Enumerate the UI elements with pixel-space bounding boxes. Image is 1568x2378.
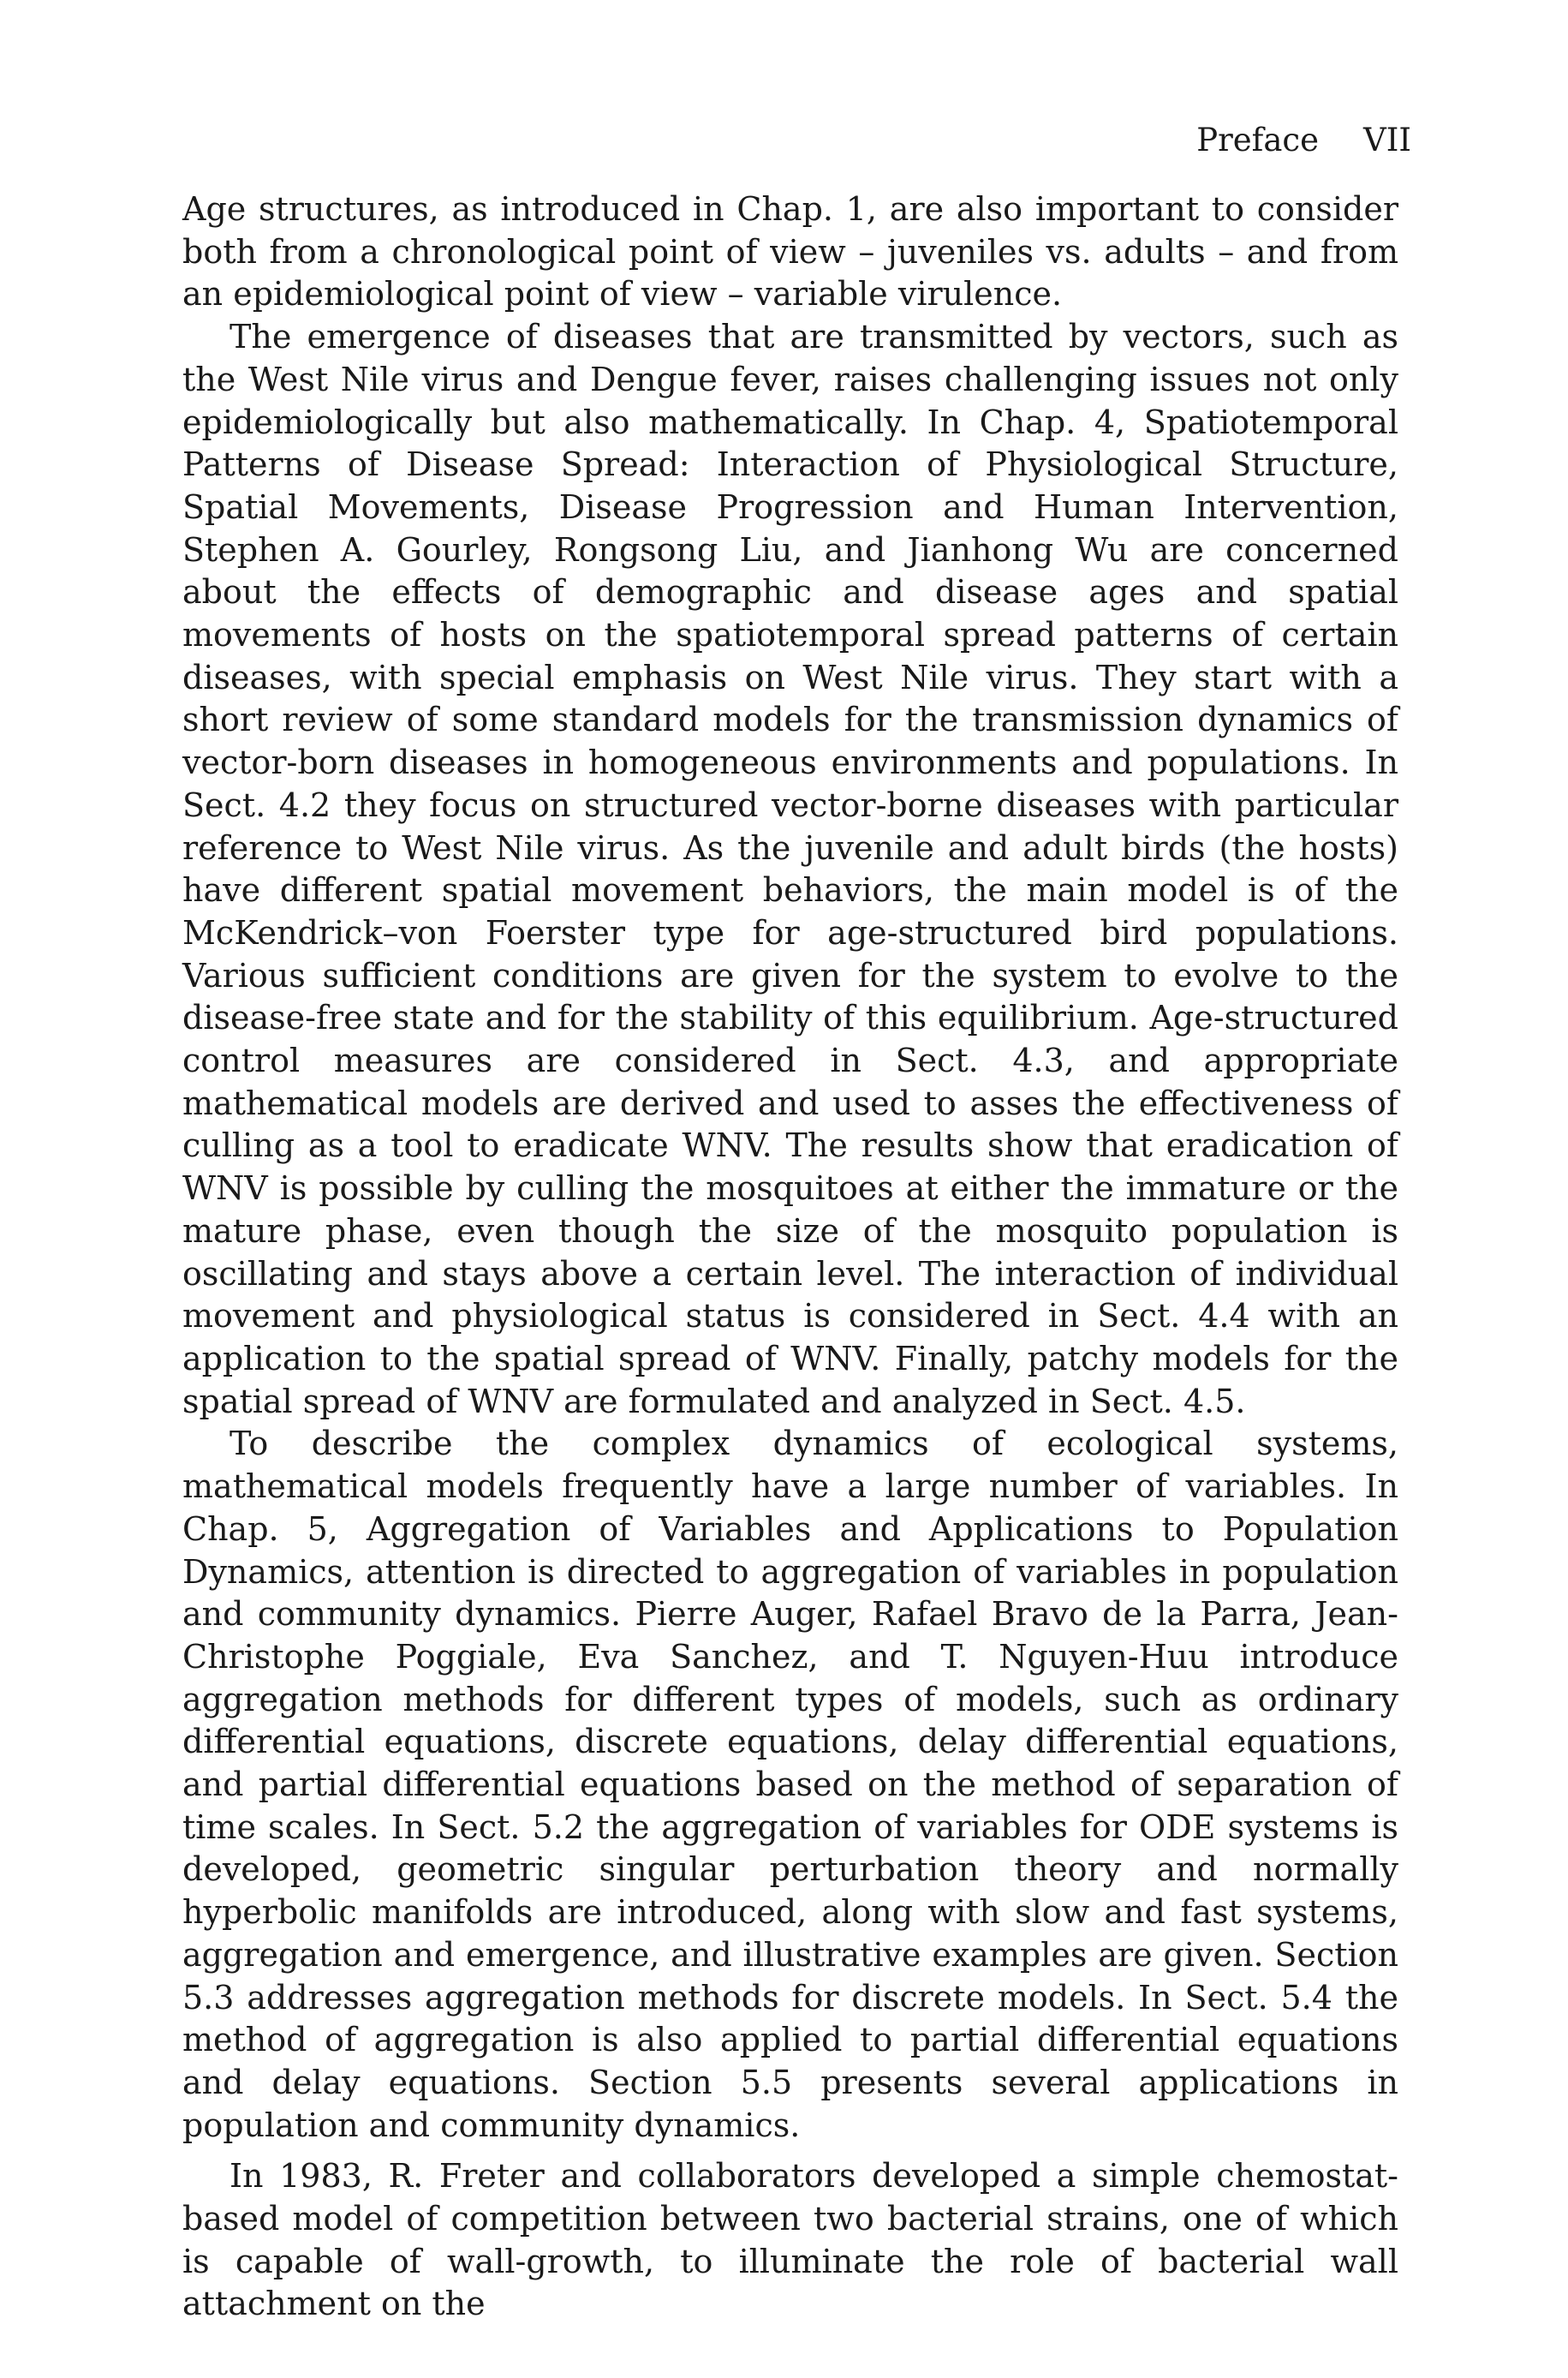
paragraph-vector-diseases: The emergence of diseases that are transmitted by vectors, such as the West Nile virus and Dengue fever, raises challenging issues not only epidemiologically but also mathematically. In Chap. 4, Spatiotemporal Patterns of Disease Spread: Interaction of Physiological Structure, Spatial Movements, Disease Progression and Human Intervention, Stephen A. Gourley, Rongsong Liu, and Jianhong Wu are concerned about the effects of demographic and disease ages and spatial movements of hosts on the spatiotemporal spread patterns of certain diseases, with special emphasis on West Nile virus. They start with a short review of some standard models for the transmission dynamics of vector-born diseases in homogeneous environments and populations. In Sect. 4.2 they focus on structured vector-borne diseases with particular reference to West Nile virus. As the juvenile and adult birds (the hosts) have different spatial movement behaviors, the main model is of the McKendrick–von Foerster type for age-structured bird populations. Various sufficient conditions are given for the system to evolve to the disease-free state and for the stability of this equilibrium. Age-structured control measures are considered in Sect. 4.3, and appropriate mathematical models are derived and used to asses the effectiveness of culling as a tool to eradicate WNV. The results show that eradication of WNV is possible by culling the mosquitoes at either the immature or the mature phase, even though the size of the mosquito population is oscillating and stays above a certain level. The interaction of individual movement and physiological status is considered in Sect. 4.4 with an application to the spatial spread of WNV. Finally, patchy models for the spatial spread of WNV are formulated and analyzed in Sect. 4.5. [182, 318, 1398, 1420]
running-head-section: Preface [1196, 122, 1320, 158]
page-number: VII [1363, 122, 1411, 158]
paragraph-age-structures: Age structures, as introduced in Chap. 1, are also important to consider both from a chronological point of view – juveniles vs. adults – and from an epidemiological point of view – variable virulence. [182, 190, 1398, 314]
running-head [1196, 120, 1411, 161]
paragraph-aggregation: To describe the complex dynamics of ecological systems, mathematical models frequently have a large number of variables. In Chap. 5, Aggregation of Variables and Applications to Population Dynamics, attention is directed to aggregation of variables in population and community dynamics. Pierre Auger, Rafael Bravo de la Parra, Jean-Christophe Poggiale, Eva Sanchez, and T. Nguyen-Huu introduce aggregation methods for different types of models, such as ordinary differential equations, discrete equations, delay differential equations, and partial differential equations based on the method of separation of time scales. In Sect. 5.2 the aggregation of variables for ODE systems is developed, geometric singular perturbation theory and normally hyperbolic manifolds are introduced, along with slow and fast systems, aggregation and emergence, and illustrative examples are given. Section 5.3 addresses aggregation methods for discrete models. In Sect. 5.4 the method of aggregation is also applied to partial differential equations and delay equations. Section 5.5 presents several applications in population and community dynamics. [182, 1425, 1398, 2144]
paragraph-freter-model: In 1983, R. Freter and collaborators developed a simple chemostat-based model of competition between two bacterial strains, one of which is capable of wall-growth, to illuminate the role of bacterial wall attachment on the [182, 2157, 1398, 2323]
body-text [182, 188, 1398, 2326]
